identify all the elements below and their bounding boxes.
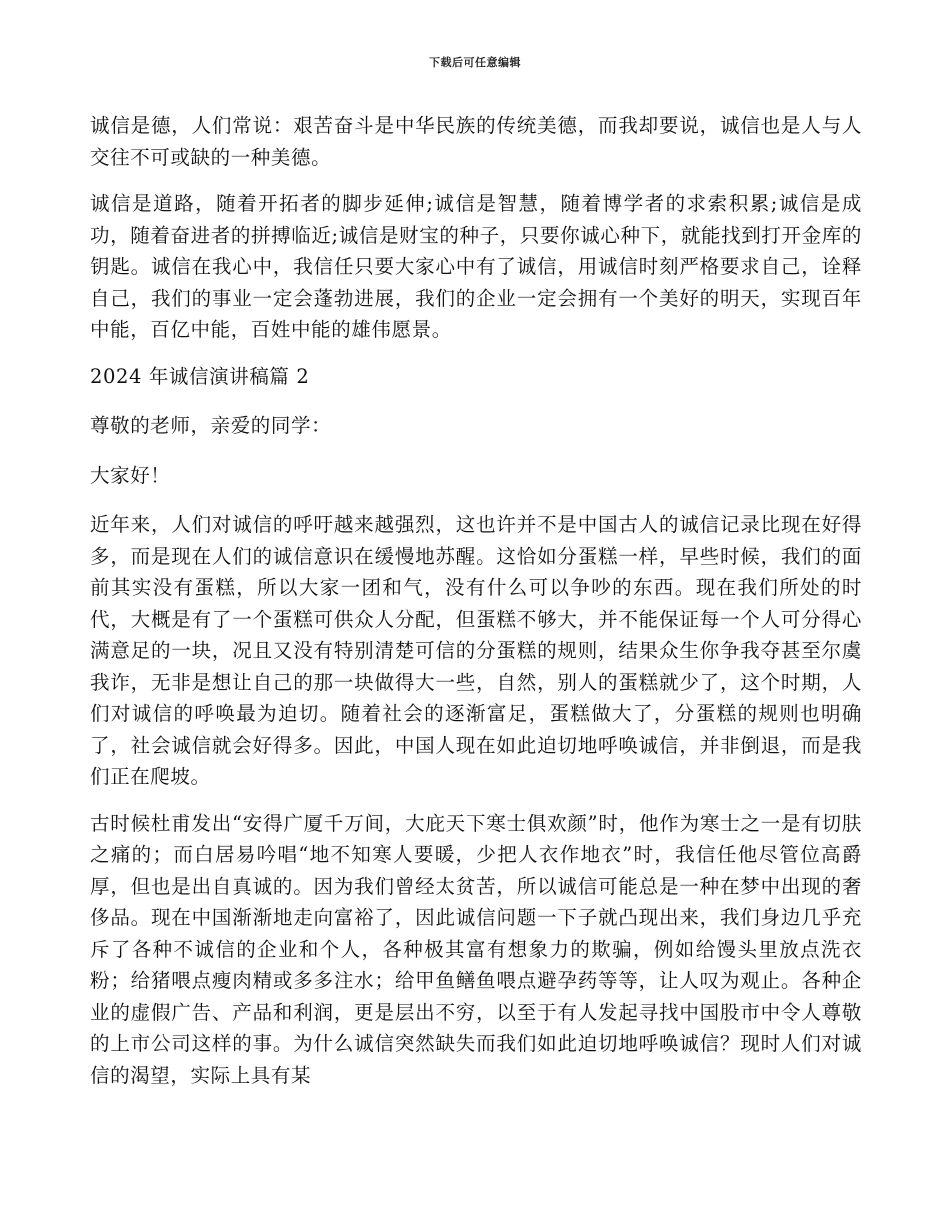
paragraph-historical-poets: 古时候杜甫发出“安得广厦千万间，大庇天下寒士俱欢颜”时，他作为寒士之一是有切肤之痛的；而白居易吟唱“地不知寒人要暖，少把人衣作地衣”时，我信任他尽管位高爵厚，但也是出自真诚的。因为我们曾经太贫苦，所以诚信可能总是一种在梦中出现的奢侈品。现在中国渐渐地走向富裕了，因此诚信问题一下子就凸现出来，我们身边几乎充斥了各种不诚信的企业和个人，各种极其富有想象力的欺骗，例如给馒头里放点洗衣粉；给猪喂点瘦肉精或多多注水；给甲鱼鳝鱼喂点避孕药等等，让人叹为观止。各种企业的虚假广告、产品和利润，更是层出不穷，以至于有人发起寻找中国股市中令人尊敬的上市公司这样的事。为什么诚信突然缺失而我们如此迫切地呼唤诚信？现时人们对诚信的渴望，实际上具有某 bbox=[90, 811, 862, 1087]
document-body bbox=[90, 110, 862, 1106]
salutation: 尊敬的老师，亲爱的同学： bbox=[90, 414, 332, 437]
greeting: 大家好！ bbox=[90, 463, 171, 487]
page-header-caption: 下载后可任意编辑 bbox=[429, 56, 521, 69]
section-heading: 2024 年诚信演讲稿篇 2 bbox=[90, 364, 310, 388]
paragraph-cake-analogy: 近年来，人们对诚信的呼吁越来越强烈，这也许并不是中国古人的诚信记录比现在好得多，而是现在人们的诚信意识在缓慢地苏醒。这恰如分蛋糕一样，早些时候，我们的面前其实没有蛋糕，所以大家一团和气，没有什么可以争吵的东西。现在我们所处的时代，大概是有了一个蛋糕可供众人分配，但蛋糕不够大，并不能保证每一个人可分得心满意足的一块，况且又没有特别清楚可信的分蛋糕的规则，结果众生你争我夺甚至尔虞我诈，无非是想让自己的那一块做得大一些，自然，别人的蛋糕就少了，这个时期，人们对诚信的呼唤最为迫切。随着社会的逐渐富足，蛋糕做大了，分蛋糕的规则也明确了，社会诚信就会好得多。因此，中国人现在如此迫切地呼唤诚信，并非倒退，而是我们正在爬坡。 bbox=[90, 513, 862, 788]
paragraph-integrity-virtue: 诚信是德，人们常说：艰苦奋斗是中华民族的传统美德，而我却要说，诚信也是人与人交往不可或缺的一种美德。 bbox=[90, 114, 862, 169]
paragraph-integrity-road: 诚信是道路，随着开拓者的脚步延伸;诚信是智慧，随着博学者的求索积累;诚信是成功，随着奋进者的拼搏临近;诚信是财宝的种子，只要你诚心种下，就能找到打开金库的钥匙。诚信在我心中，我信任只要大家心中有了诚信，用诚信时刻严格要求自己，诠释自己，我们的事业一定会蓬勃进展，我们的企业一定会拥有一个美好的明天，实现百年中能，百亿中能，百姓中能的雄伟愿景。 bbox=[90, 192, 862, 341]
